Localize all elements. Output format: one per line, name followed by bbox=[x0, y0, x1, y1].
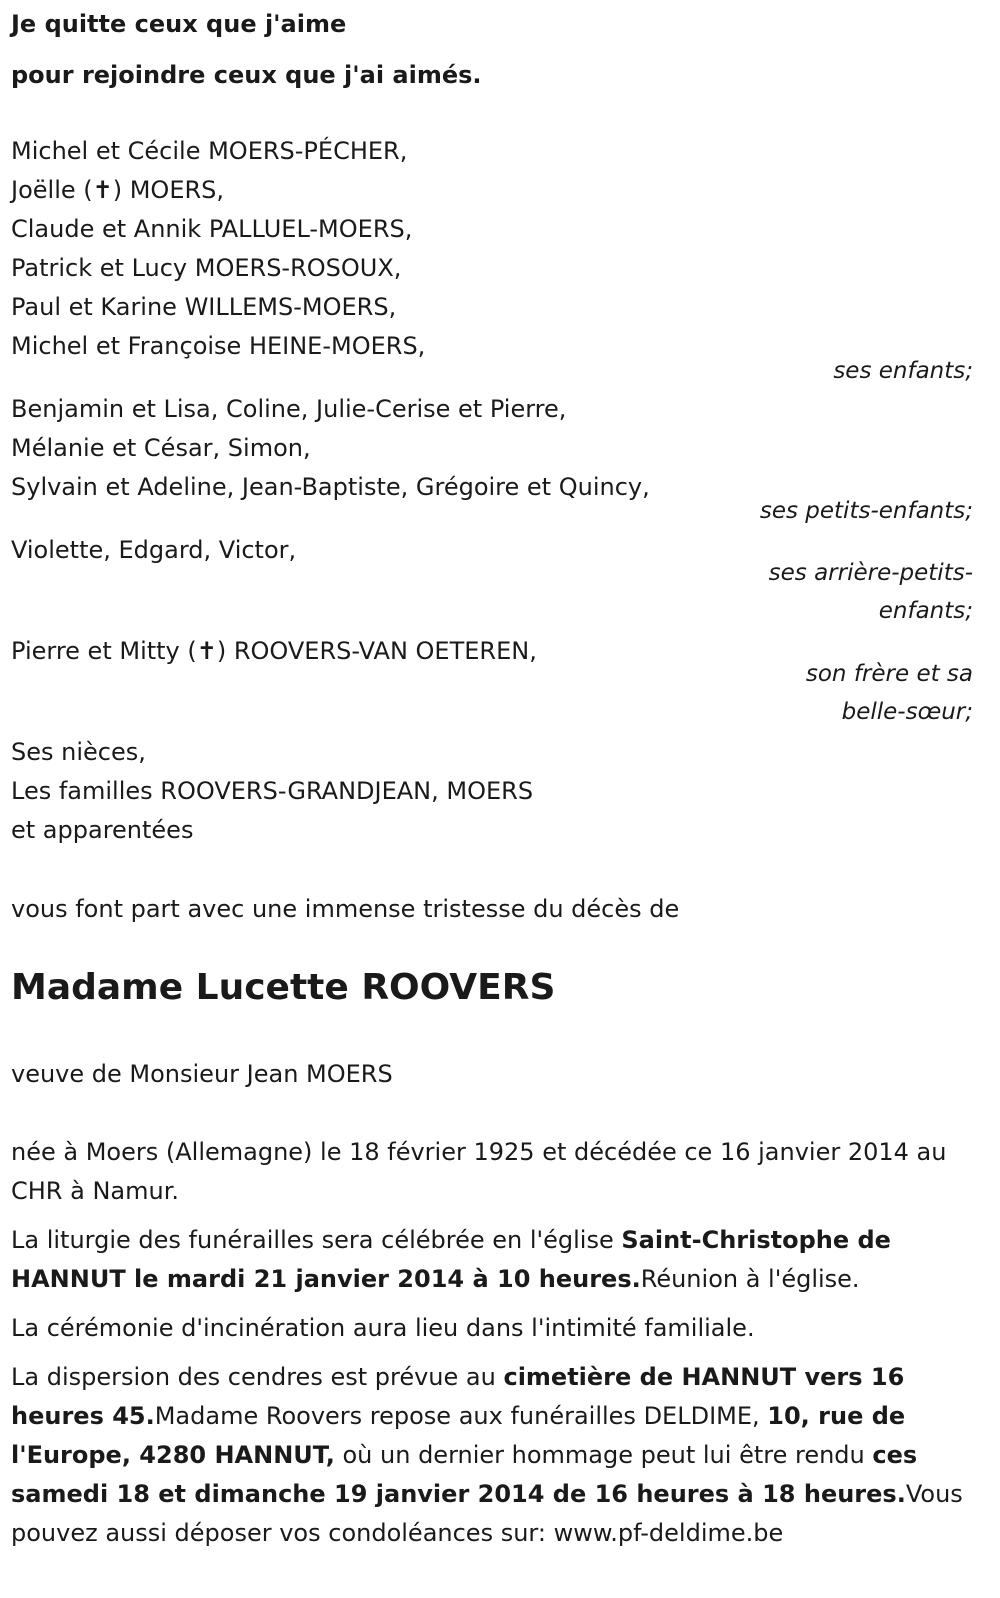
family-line: Benjamin et Lisa, Coline, Julie-Cerise et Pierre, bbox=[11, 395, 567, 423]
great-grandchildren-list bbox=[11, 531, 296, 570]
family-line: Paul et Karine WILLEMS-MOERS, bbox=[11, 293, 397, 321]
homage-text: où un dernier hommage peut lui être rendu bbox=[334, 1441, 873, 1469]
others-list bbox=[11, 733, 533, 850]
cremation-paragraph: La cérémonie d'incinération aura lieu dans l'intimité familiale. bbox=[11, 1314, 755, 1342]
family-line: Claude et Annik PALLUEL-MOERS, bbox=[11, 215, 413, 243]
label-line: ses arrière-petits- bbox=[768, 560, 973, 586]
funeral-home-address: 10, rue de l'Europe, 4280 HANNUT, bbox=[11, 1402, 906, 1469]
dispersion-location: cimetière de HANNUT vers 16 heures 45. bbox=[11, 1363, 905, 1430]
dispersion-text: La dispersion des cendres est prévue au bbox=[11, 1363, 504, 1391]
great-grandchildren-label bbox=[769, 554, 973, 630]
deceased-name: Madame Lucette ROOVERS bbox=[11, 967, 556, 1008]
repose-text: Madame Roovers repose aux funérailles DELDIME, bbox=[154, 1402, 768, 1430]
condolences-text: Vous pouvez aussi déposer vos condoléances sur: www.pf-deldime.be bbox=[11, 1480, 963, 1547]
liturgy-text: La liturgie des funérailles sera célébrée en l'église bbox=[11, 1226, 622, 1254]
children-list bbox=[11, 132, 425, 366]
family-line: Ses nièces, bbox=[11, 738, 146, 766]
family-line: Pierre et Mitty (✝) ROOVERS-VAN OETEREN, bbox=[11, 637, 537, 665]
siblings-label bbox=[806, 655, 973, 731]
family-line: Mélanie et César, Simon, bbox=[11, 434, 311, 462]
birth-death-paragraph: née à Moers (Allemagne) le 18 février 1925 et décédée ce 16 janvier 2014 au CHR à Namur. bbox=[11, 1138, 947, 1205]
grandchildren-list bbox=[11, 390, 650, 507]
grandchildren-label: ses petits-enfants; bbox=[759, 498, 973, 524]
label-line: enfants; bbox=[878, 598, 973, 624]
family-line: et apparentées bbox=[11, 816, 194, 844]
children-label: ses enfants; bbox=[833, 358, 973, 384]
liturgy-details: Saint-Christophe de HANNUT le mardi 21 janvier 2014 à 10 heures. bbox=[11, 1226, 891, 1293]
liturgy-paragraph bbox=[11, 1221, 973, 1299]
family-line: Les familles ROOVERS-GRANDJEAN, MOERS bbox=[11, 777, 534, 805]
visitation-dates: ces samedi 18 et dimanche 19 janvier 2014 de 16 heures à 18 heures. bbox=[11, 1441, 918, 1508]
epigraph-line-2: pour rejoindre ceux que j'ai aimés. bbox=[11, 61, 482, 89]
family-line: Sylvain et Adeline, Jean-Baptiste, Grégoire et Quincy, bbox=[11, 473, 650, 501]
family-line: Michel et Françoise HEINE-MOERS, bbox=[11, 332, 426, 360]
epigraph-line-1: Je quitte ceux que j'aime bbox=[11, 10, 347, 38]
family-line: Patrick et Lucy MOERS-ROSOUX, bbox=[11, 254, 402, 282]
family-line: Michel et Cécile MOERS-PÉCHER, bbox=[11, 137, 408, 165]
family-line: Violette, Edgard, Victor, bbox=[11, 536, 297, 564]
label-line: son frère et sa bbox=[805, 661, 973, 687]
siblings-list bbox=[11, 632, 537, 671]
dispersion-paragraph bbox=[11, 1358, 973, 1553]
liturgy-meeting: Réunion à l'église. bbox=[640, 1265, 860, 1293]
label-line: belle-sœur; bbox=[841, 699, 973, 725]
family-line: Joëlle (✝) MOERS, bbox=[11, 176, 225, 204]
widow-of-text: veuve de Monsieur Jean MOERS bbox=[11, 1060, 393, 1088]
announcement-text: vous font part avec une immense tristesse du décès de bbox=[11, 895, 680, 923]
